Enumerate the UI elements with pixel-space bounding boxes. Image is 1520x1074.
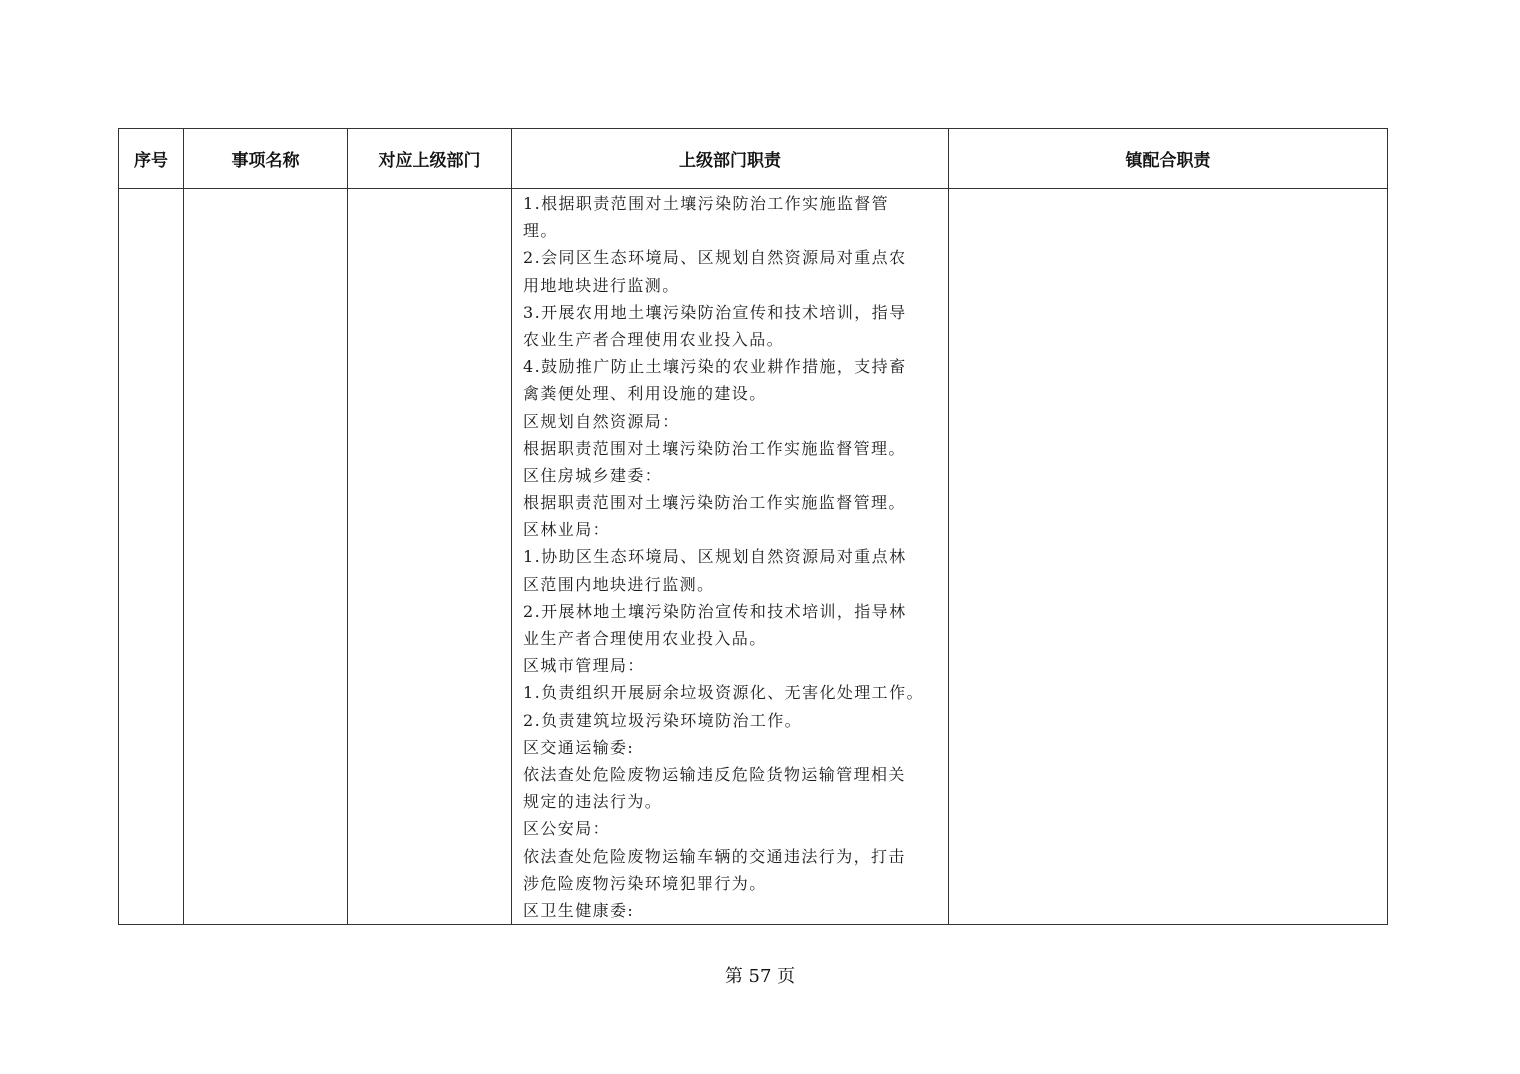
cell-item-name [184,189,348,925]
duty-line: 2.会同区生态环境局、区规划自然资源局对重点农 [523,248,907,268]
duty-line: 区交通运输委: [523,737,635,757]
duty-line: 依法查处危险废物运输违反危险货物运输管理相关 [523,764,906,784]
page-number: 第 57 页 [724,966,796,987]
duty-line: 涉危险废物污染环境犯罪行为。 [523,873,767,893]
header-item-name: 事项名称 [184,129,348,189]
cell-upper-department [348,189,512,925]
duty-line: 业生产者合理使用农业投入品。 [523,629,767,648]
duty-line: 禽粪便处理、利用设施的建设。 [523,384,767,404]
duty-line: 根据职责范围对土壤污染防治工作实施监督管理。 [523,438,906,458]
header-upper-duties: 上级部门职责 [512,129,949,189]
duty-line: 区林业局： [523,520,611,540]
duty-line: 依法查处危险废物运输车辆的交通违法行为，打击 [523,846,906,866]
header-town-duties: 镇配合职责 [949,129,1388,189]
duty-line: 农业生产者合理使用农业投入品。 [523,329,785,349]
duty-line: 根据职责范围对土壤污染防治工作实施监督管理。 [523,493,906,513]
cell-seq [119,189,184,925]
duty-line: 区规划自然资源局： [523,411,680,431]
table-header-row [119,129,1388,189]
cell-town-duties [949,189,1388,925]
duties-table [118,128,1388,925]
duty-line: 4.鼓励推广防止土壤污染的农业耕作措施，支持畜 [523,357,907,377]
duty-line: 用地地块进行监测。 [523,275,680,295]
duty-line: 3.开展农用地土壤污染防治宣传和技术培训，指导 [523,302,907,322]
table-row [119,189,1388,925]
duty-line: 1.负责组织开展厨余垃圾资源化、无害化处理工作。 [523,683,924,703]
duty-line: 1.协助区生态环境局、区规划自然资源局对重点林 [523,547,907,567]
duty-line: 区城市管理局： [523,656,645,676]
header-upper-department: 对应上级部门 [348,129,512,189]
duty-line: 区住房城乡建委： [523,465,663,485]
duty-line: 2.开展林地土壤污染防治宣传和技术培训，指导林 [523,601,907,621]
duty-line: 理。 [523,221,558,241]
upper-duties-text [523,190,948,924]
duty-line: 区公安局： [523,819,611,839]
duty-line: 规定的违法行为。 [523,792,663,812]
header-seq: 序号 [119,129,184,189]
cell-upper-duties [512,189,949,925]
duty-line: 1.根据职责范围对土壤污染防治工作实施监督管 [523,194,890,213]
duty-line: 2.负责建筑垃圾污染环境防治工作。 [523,710,803,730]
duty-line: 区范围内地块进行监测。 [523,574,715,594]
duty-line: 区卫生健康委: [523,900,635,920]
